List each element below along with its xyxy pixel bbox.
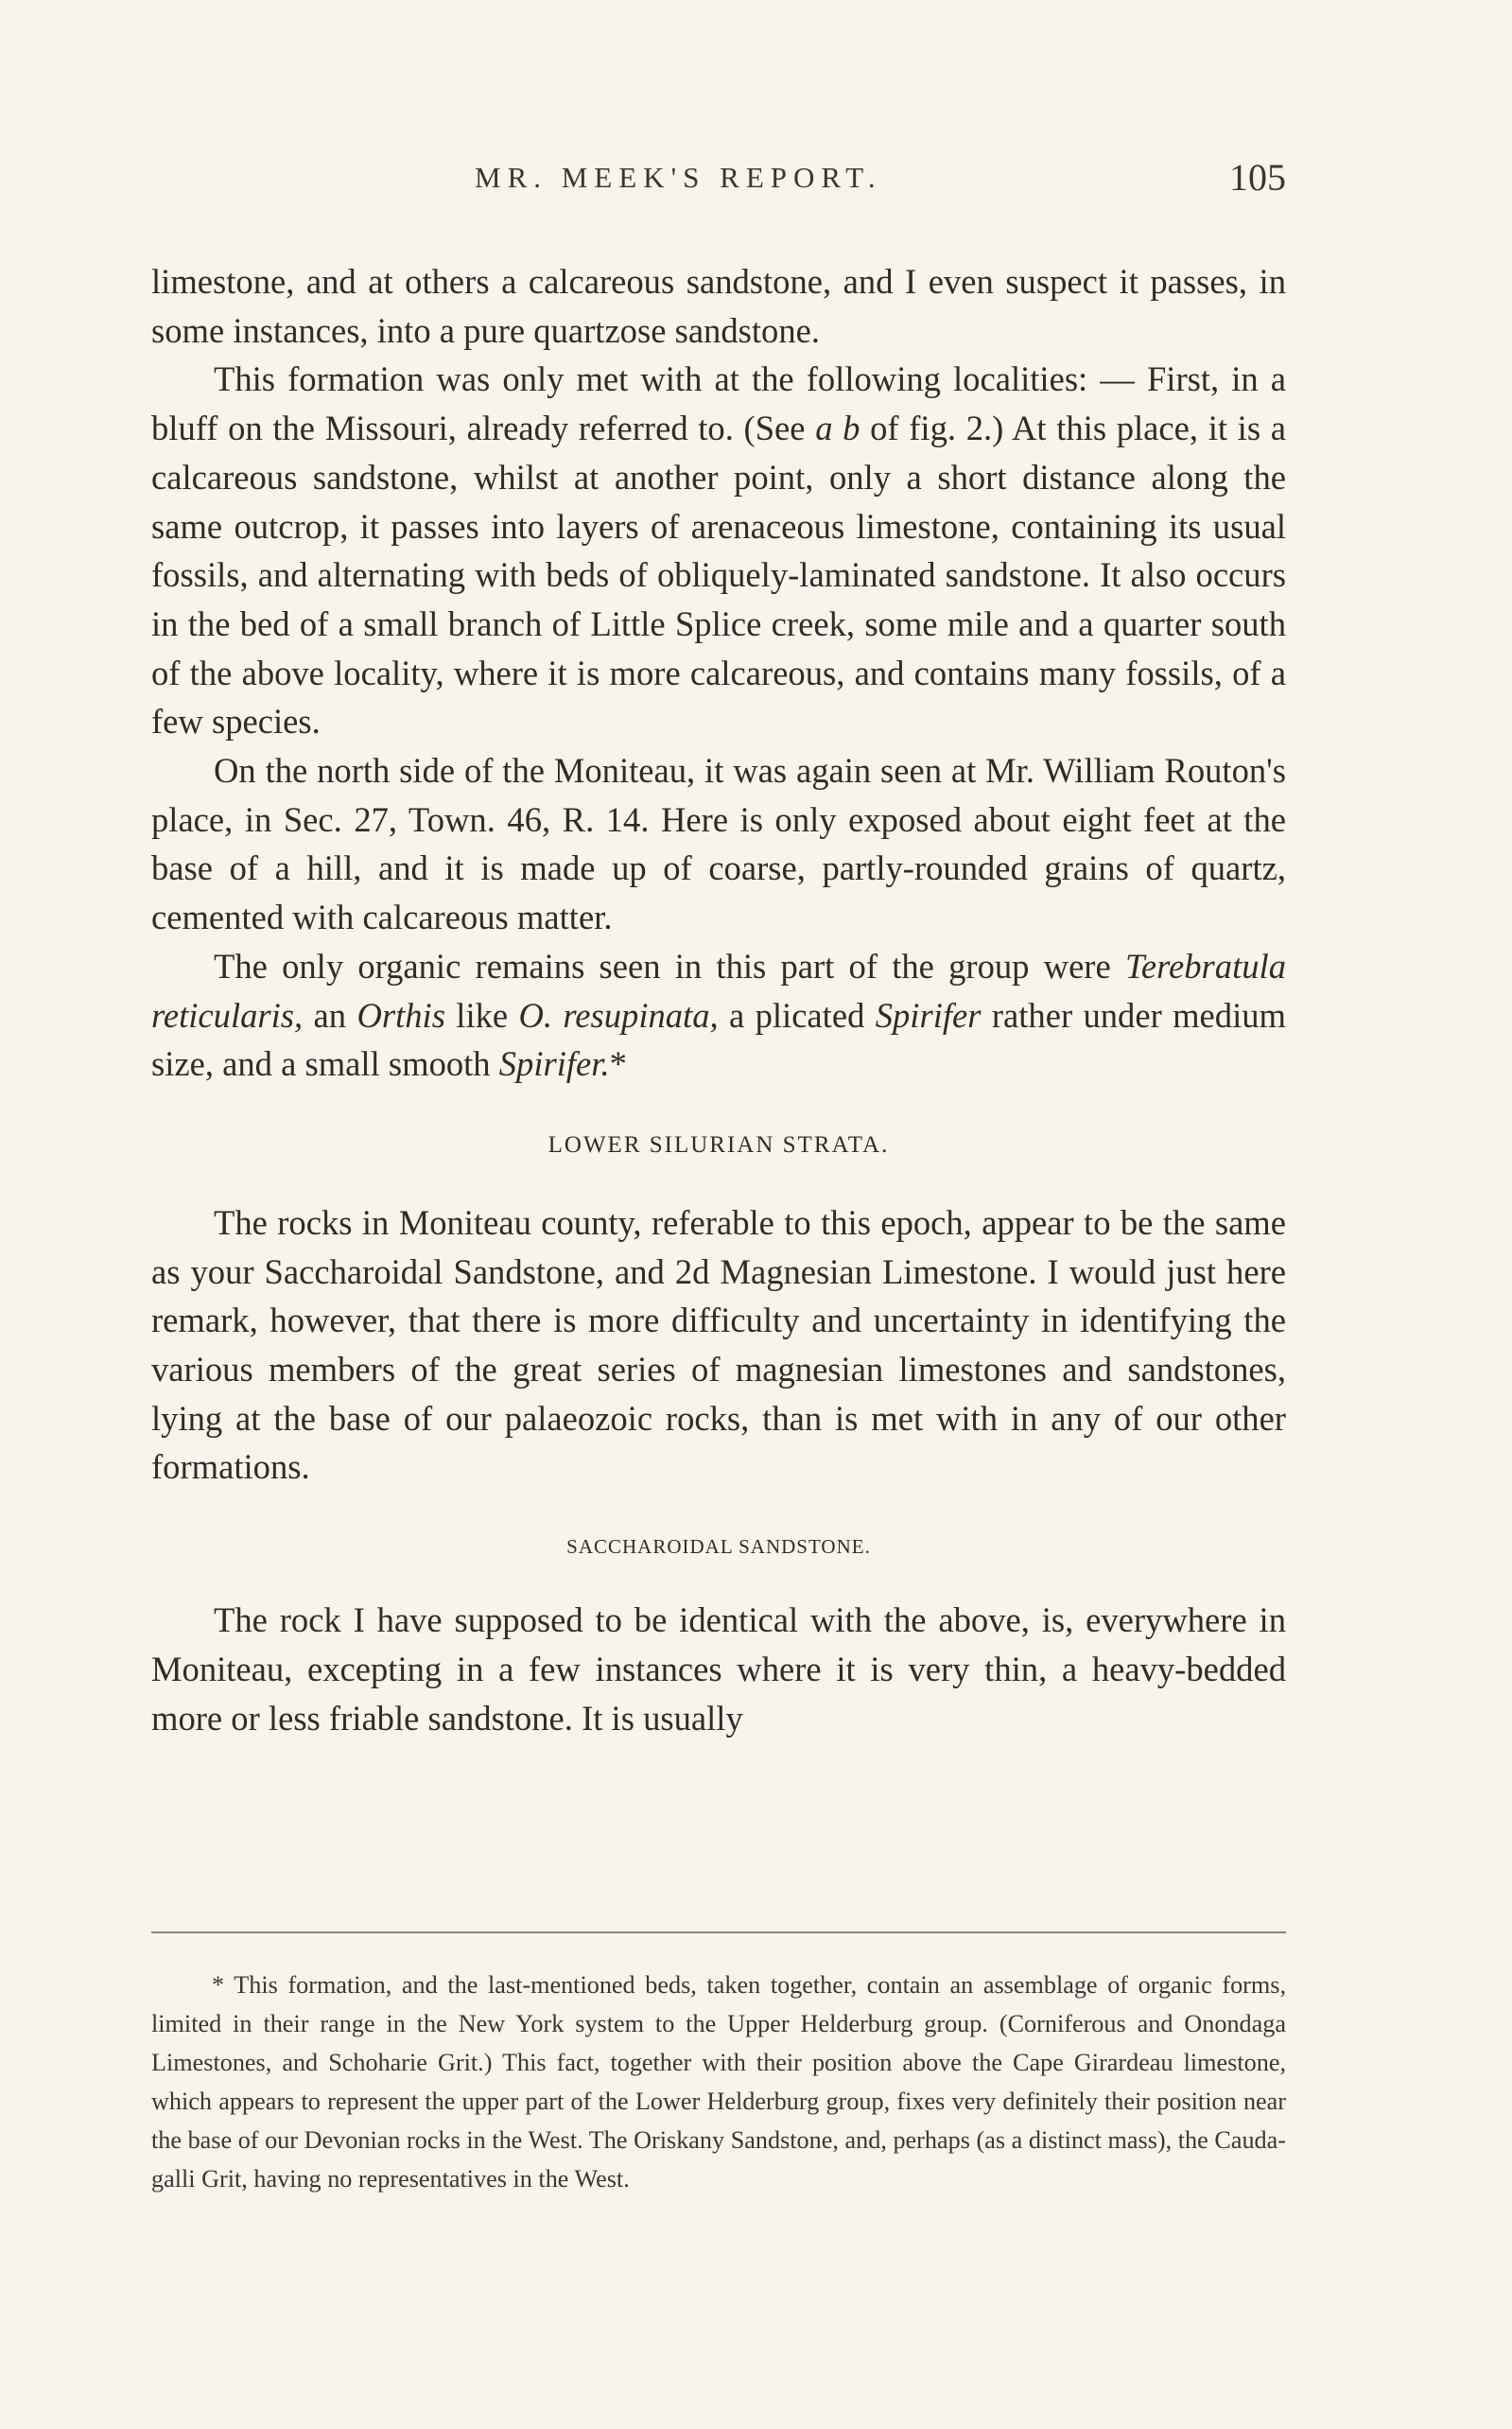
footnote-marker: * xyxy=(609,1044,627,1084)
genus-spirifer-2: Spirifer. xyxy=(498,1044,610,1084)
paragraph-6: The rock I have supposed to be identical with the above, is, everywhere in Moniteau, excepting in a few instances where it is very thin, a heavy-bedded more or less friable sandstone. It is usually xyxy=(151,1600,1286,1738)
paragraph-4-text-c: like xyxy=(444,995,519,1035)
paragraph-4-text-b: an xyxy=(303,995,357,1035)
running-head xyxy=(151,156,1286,208)
genus-spirifer-1: Spirifer xyxy=(875,995,982,1035)
paragraph-2 xyxy=(151,355,1286,746)
footnote: * This formation, and the last-mentioned beds, taken together, contain an assemblage of organic forms, limited in their range in the New York system to the Upper Helderburg group. (Corniferous and Onondaga Limestones, and Schoharie Grit.) This fact, together with their position above the Cape Girardeau limestone, which appears to represent the upper part of the Lower Helderburg group, fixes very definitely their position near the base of our Devonian rocks in the West. The Oriskany Sandstone, and, perhaps (as a distinct mass), the Cauda-galli Grit, having no representatives in the West. xyxy=(151,1971,1286,2193)
section-heading-lower-silurian: LOWER SILURIAN STRATA. xyxy=(547,1131,890,1158)
paragraph-2-text-a: This formation was only met with at the following localities: — First, in a bluff on the Missouri, already referred to. (See xyxy=(151,359,1286,448)
section-heading-saccharoidal: SACCHAROIDAL SANDSTONE. xyxy=(566,1535,871,1559)
paragraph-5: The rocks in Moniteau county, referable to this epoch, appear to be the same as your Saccharoidal Sandstone, and 2d Magnesian Limestone. I would just here remark, however, that there is more difficulty and uncertainty in identifying the various members of the great series of magnesian limestones and sandstones, lying at the base of our palaeozoic rocks, than is met with in any of our other formations. xyxy=(151,1202,1286,1487)
page-number: 105 xyxy=(1229,156,1286,199)
paragraph-4-text-e: rather under medium size, and a small smooth xyxy=(151,995,1286,1084)
species-resupinata: O. resupinata, xyxy=(518,995,719,1035)
footnote-divider xyxy=(151,1931,1286,1933)
body-text xyxy=(151,257,1286,1742)
paragraph-1: limestone, and at others a calcareous sandstone, and I even suspect it passes, in some instances, into a pure quartzose sandstone. xyxy=(151,262,1286,350)
figure-label: a b xyxy=(815,409,860,448)
species-terebratula: Terebratula reticularis, xyxy=(151,946,1286,1035)
paragraph-3: On the north side of the Moniteau, it was again seen at Mr. William Routon's place, in Sec. 27, Town. 46, R. 14. Here is only exposed about eight feet at the base of a hill, and it is made up of coarse, partly-rounded grains of quartz, cemented with calcareous matter. xyxy=(151,751,1286,937)
running-title: MR. MEEK'S REPORT. xyxy=(475,161,882,194)
paragraph-4-text-d: a plicated xyxy=(718,995,876,1035)
paragraph-2-text-b: of fig. 2.) At this place, it is a calcareous sandstone, whilst at another point, only a short distance along the same outcrop, it passes into layers of arenaceous limestone, containing its usual fossils, and alternating with beds of obliquely-laminated sandstone. It also occurs in the bed of a small branch of Little Splice creek, some mile and a quarter south of the above locality, where it is more calcareous, and contains many fossils, of a few species. xyxy=(151,409,1286,742)
genus-orthis: Orthis xyxy=(356,995,445,1035)
paragraph-4 xyxy=(151,942,1286,1089)
paragraph-4-text-a: The only organic remains seen in this part of the group were xyxy=(214,946,1125,986)
